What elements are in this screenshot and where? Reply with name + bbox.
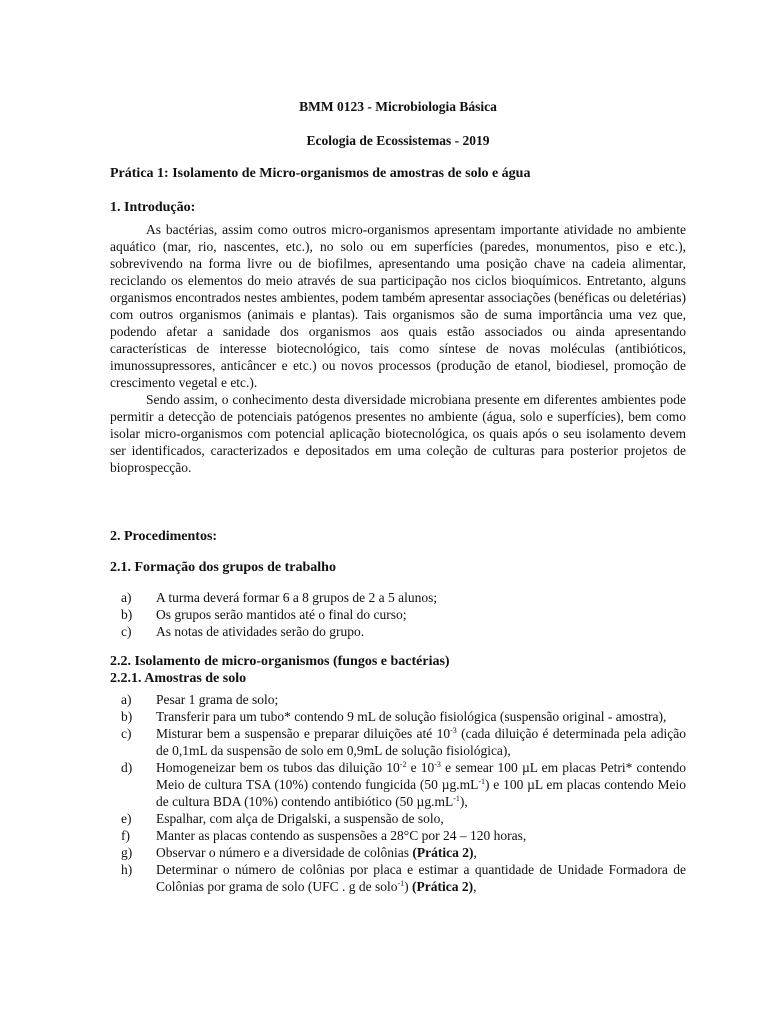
groups-heading: 2.1. Formação dos grupos de trabalho <box>110 560 336 575</box>
intro-heading: 1. Introdução: <box>110 200 196 215</box>
soil-procedure-list <box>110 691 686 895</box>
course-title: BMM 0123 - Microbiologia Básica <box>299 99 497 114</box>
list-marker: a) <box>121 692 132 707</box>
list-item: c) Misturar bem a suspensão e preparar diluições até $10^{-3}$ (cada diluição é determinada pela adição de 0,1mL da suspensão de solo em 0,9mL de solução fisiológica), <box>121 726 686 758</box>
list-marker: c) <box>121 624 132 639</box>
list-marker: c) <box>121 726 132 741</box>
list-item: b) Transferir para um tubo* contendo 9 mL de solução fisiológica (suspensão original - amostra), <box>121 709 667 724</box>
list-marker: e) <box>121 811 132 826</box>
list-marker: g) <box>121 845 133 860</box>
list-item: c) As notas de atividades serão do grupo. <box>121 624 365 639</box>
intro-paragraph-1: As bactérias, assim como outros micro-organismos apresentam importante atividade no ambiente aquático (mar, rio, nascentes, etc.), no solo ou em superfícies (paredes, monumentos, piso e etc.), sobrevivendo na forma livre ou de biofilmes, apresentando uma posição chave na cadeia alimentar, reciclando os elementos do meio através de sua participação nos ciclos bioquímicos. Entretanto, alguns organismos encontrados nestes ambientes, podem também apresentar associações (benéficas ou deletérias) com outros organismos (animais e plantas). Tais organismos são de suma importância uma vez que, podendo afetar a sanidade dos organismos aos quais estão associados ou ainda apresentando características de interesse biotecnológico, tais como síntese de novas moléculas (antibióticos, imunossupressores, anticâncer e etc.) ou novos processos (produção de etanol, biodiesel, promoção de crescimento vegetal e etc.). <box>110 222 686 390</box>
isolation-heading: 2.2. Isolamento de micro-organismos (fungos e bactérias) <box>110 654 450 669</box>
subject-title: Ecologia de Ecossistemas - 2019 <box>306 133 490 148</box>
intro-paragraph-2: Sendo assim, o conhecimento desta diversidade microbiana presente em diferentes ambientes pode permitir a detecção de potenciais patógenos presentes no ambiente (água, solo e superfícies), bem como isolar micro-organismos com potencial aplicação biotecnológica, os quais após o seu isolamento devem ser identificados, caracterizados e depositados em uma coleção de culturas para posterior projetos de bioprospecção. <box>110 392 686 475</box>
practice-title: Prática 1: Isolamento de Micro-organismos de amostras de solo e água <box>110 166 531 181</box>
list-marker: f) <box>121 828 130 843</box>
list-item: g) Observar o número e a diversidade de colônias (Prática 2), <box>121 845 477 860</box>
procedures-heading: 2. Procedimentos: <box>110 529 218 544</box>
list-item: h) Determinar o número de colônias por placa e estimar a quantidade de Unidade Formadora de Colônias por grama de solo (UFC . g de solo$^{-1}$) (Prática 2), <box>121 862 686 894</box>
soil-samples-heading: 2.2.1. Amostras de solo <box>110 671 247 686</box>
list-item: a) A turma deverá formar 6 a 8 grupos de 2 a 5 alunos; <box>121 590 438 605</box>
list-item: a) Pesar 1 grama de solo; <box>121 692 279 707</box>
list-marker: a) <box>121 590 132 605</box>
groups-list <box>110 589 686 640</box>
list-item: d) Homogeneizar bem os tubos das diluição $10^{-2}$ e $10^{-3}$ e semear 100 µL em placas Petri* contendo Meio de cultura TSA (10%) contendo fungicida (50 $\mu g.mL^{-1}$) e 100 µL em placas contendo Meio de cultura BDA (10%) contendo antibiótico (50 $\mu g.mL^{-1}$), <box>121 760 686 809</box>
list-item: f) Manter as placas contendo as suspensões a 28°C por 24 – 120 horas, <box>121 828 527 843</box>
list-marker: b) <box>121 607 133 622</box>
list-marker: h) <box>121 862 133 877</box>
list-item: e) Espalhar, com alça de Drigalski, a suspensão de solo, <box>121 811 444 826</box>
list-item: b) Os grupos serão mantidos até o final do curso; <box>121 607 407 622</box>
intro-body <box>110 221 686 476</box>
list-marker: d) <box>121 760 133 775</box>
list-marker: b) <box>121 709 133 724</box>
